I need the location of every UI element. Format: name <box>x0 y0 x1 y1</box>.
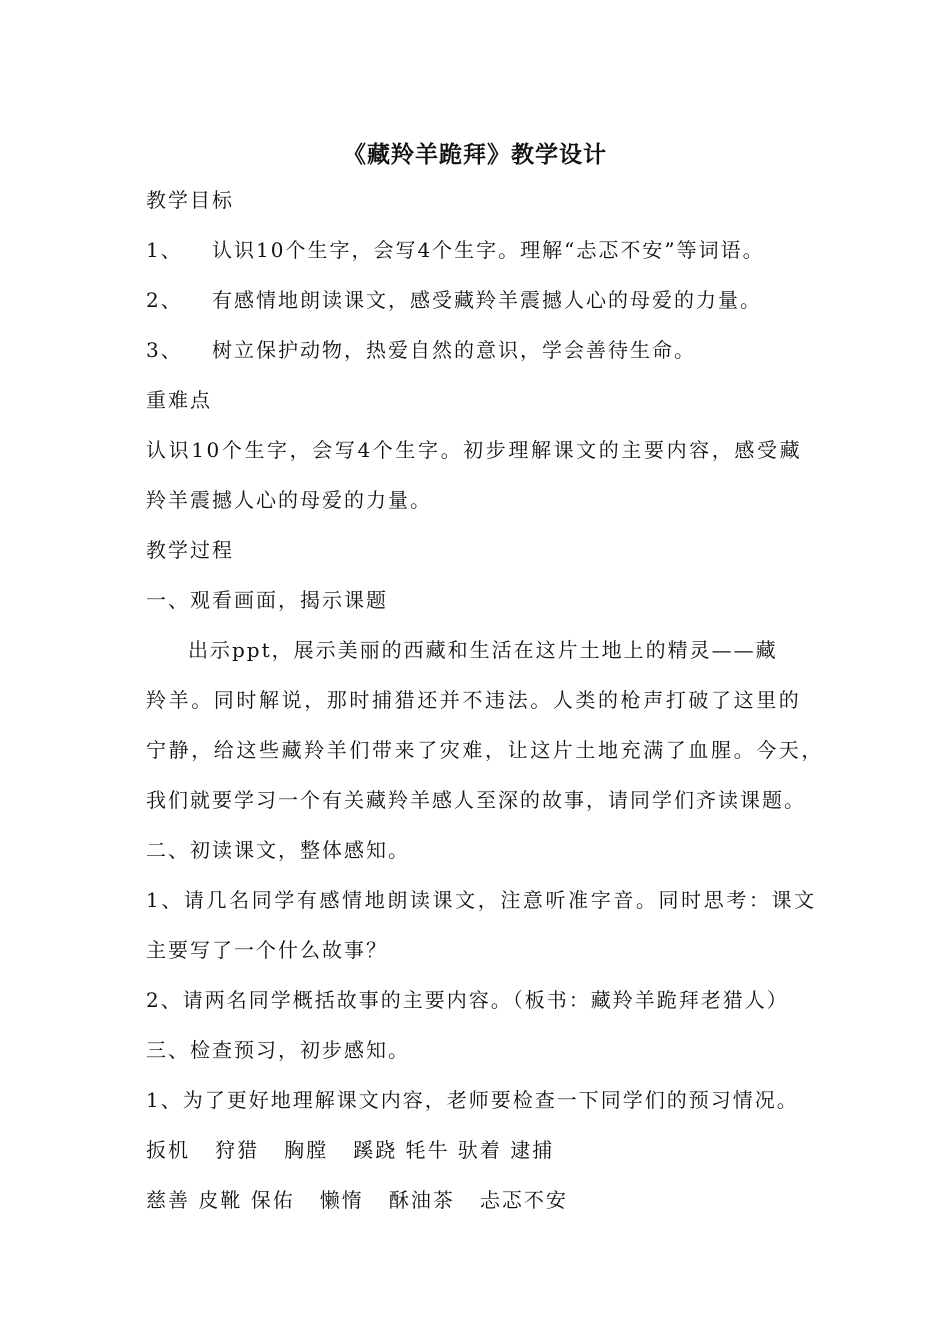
key-paragraph-line: 认识10个生字，会写4个生字。初步理解课文的主要内容，感受藏 <box>146 438 803 462</box>
goal-number: 1、 <box>146 238 183 262</box>
section-heading-goals: 教学目标 <box>146 188 234 212</box>
section-heading-key: 重难点 <box>146 388 212 412</box>
goal-item-3 <box>146 338 696 362</box>
vocabulary-line: 慈善 皮靴 保佑 懒惰 酥油茶 忐忑不安 <box>146 1188 568 1212</box>
step1-paragraph-line: 羚羊。同时解说，那时捕猎还并不违法。人类的枪声打破了这里的 <box>146 688 802 712</box>
step3-paragraph-line: 1、为了更好地理解课文内容，老师要检查一下同学们的预习情况。 <box>146 1088 799 1112</box>
section-heading-process: 教学过程 <box>146 538 234 562</box>
goal-text: 有感情地朗读课文，感受藏羚羊震撼人心的母爱的力量。 <box>212 288 762 312</box>
step2-paragraph-line: 2、请两名同学概括故事的主要内容。（板书：藏羚羊跪拜老猎人） <box>146 988 789 1012</box>
step2-heading: 二、初读课文，整体感知。 <box>146 838 410 862</box>
step3-heading: 三、检查预习，初步感知。 <box>146 1038 410 1062</box>
step1-paragraph-line: 我们就要学习一个有关藏羚羊感人至深的故事，请同学们齐读课题。 <box>146 788 806 812</box>
vocabulary-line: 扳机 狩猎 胸膛 蹊跷 牦牛 驮着 逮捕 <box>146 1138 555 1162</box>
document-title: 《藏羚羊跪拜》教学设计 <box>343 142 607 168</box>
step2-paragraph-line: 1、请几名同学有感情地朗读课文，注意听准字音。同时思考：课文 <box>146 888 817 912</box>
goal-item-1 <box>146 238 765 262</box>
goal-number: 3、 <box>146 338 183 362</box>
goal-text: 认识10个生字，会写4个生字。理解“忐忑不安”等词语。 <box>212 238 765 262</box>
goal-text: 树立保护动物，热爱自然的意识，学会善待生命。 <box>212 338 696 362</box>
step2-paragraph-line: 主要写了一个什么故事？ <box>146 938 388 962</box>
goal-item-2 <box>146 288 762 312</box>
step1-heading: 一、观看画面，揭示课题 <box>146 588 388 612</box>
key-paragraph-line: 羚羊震撼人心的母爱的力量。 <box>146 488 432 512</box>
goal-number: 2、 <box>146 288 183 312</box>
step1-paragraph-line: 出示ppt，展示美丽的西藏和生活在这片土地上的精灵——藏 <box>188 638 778 662</box>
step1-paragraph-line: 宁静，给这些藏羚羊们带来了灾难，让这片土地充满了血腥。今天， <box>146 738 824 762</box>
